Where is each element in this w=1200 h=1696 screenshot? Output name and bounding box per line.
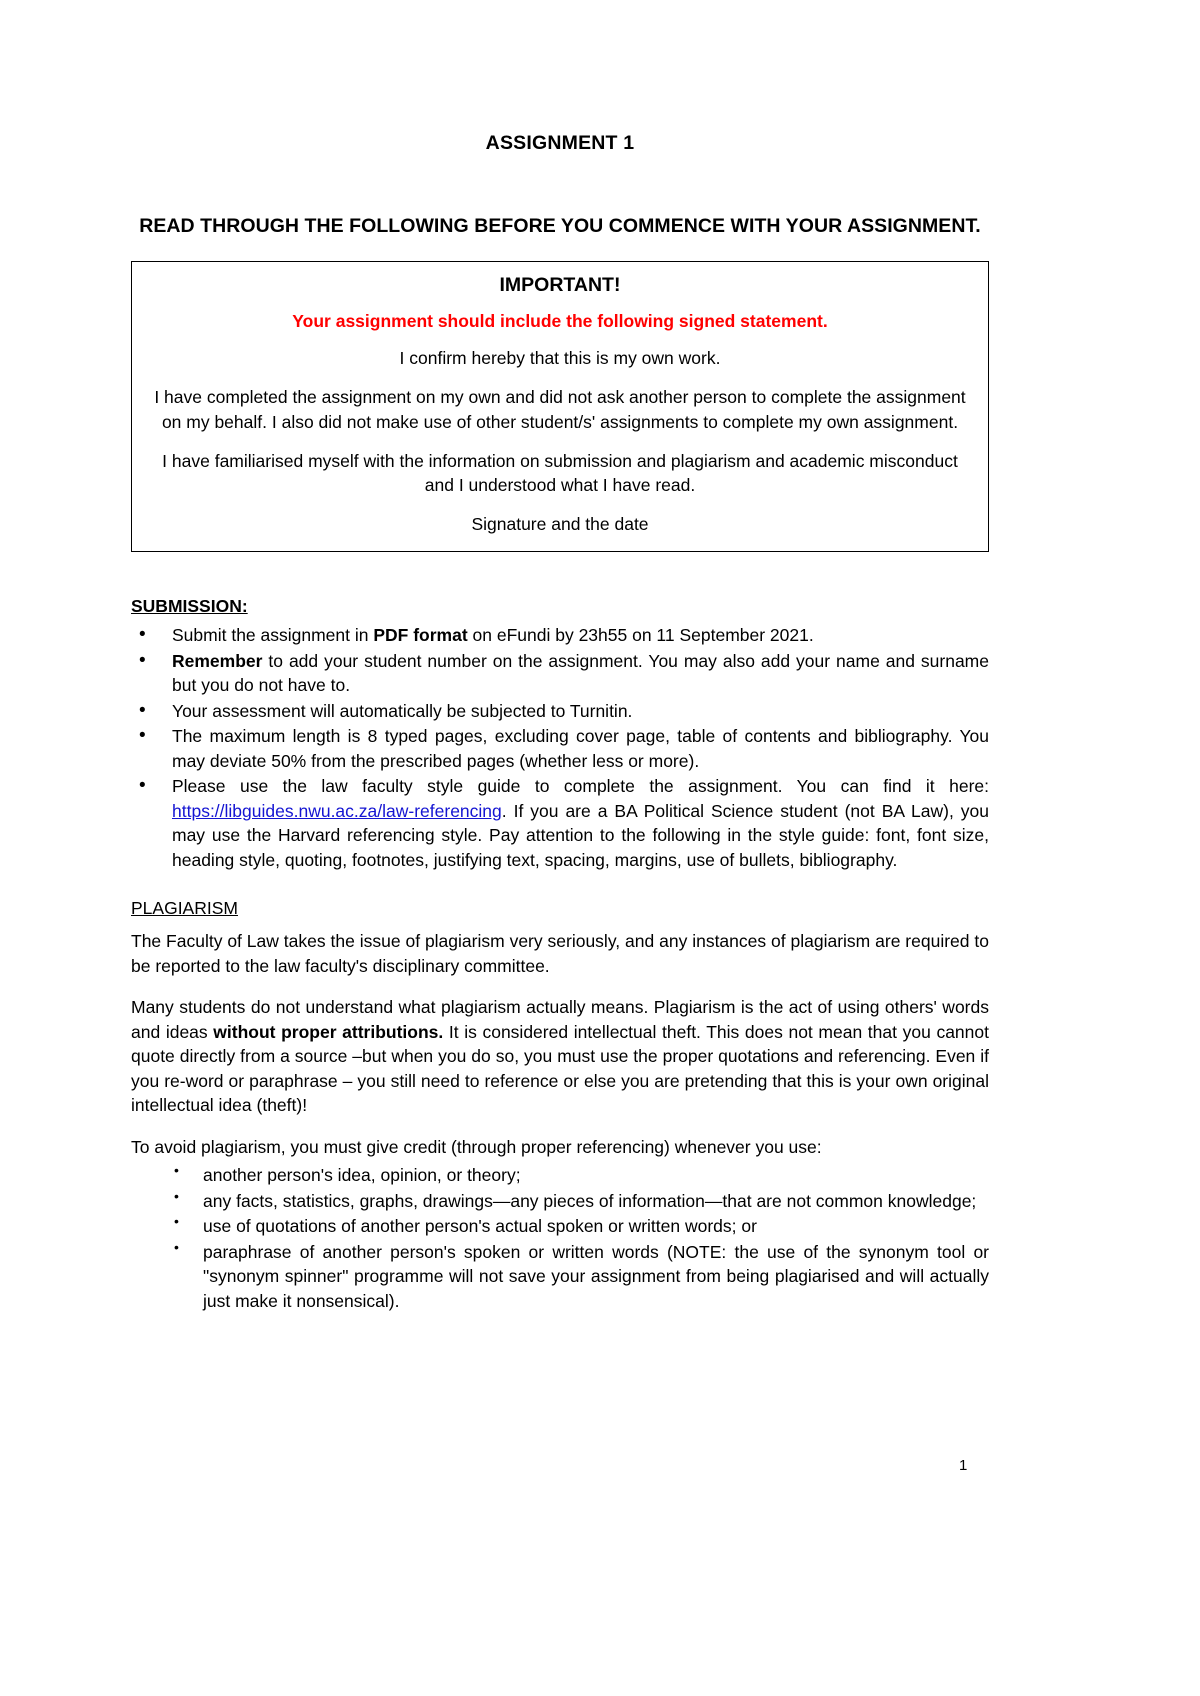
submission-bullet-list [131, 623, 989, 872]
submission-heading: SUBMISSION: [131, 596, 248, 617]
important-heading: IMPORTANT! [499, 274, 621, 297]
list-item [131, 623, 989, 648]
plagiarism-paragraph-2 [131, 995, 989, 1118]
text-run: . If you are a BA Political Science student (not BA Law), you may use the Harvard referencing style. Pay attention to the following in the style guide: font, font size, heading style, quoting, footnotes, justifying text, spacing, margins, use of bullets, bibliography. [172, 800, 989, 870]
important-notice-box [131, 261, 989, 552]
list-item [131, 699, 989, 724]
declaration-statement-2: I have completed the assignment on my own and did not ask another person to complete the assignment on my behalf. I also did not make use of other student/s' assignments to complete my own assignment. [154, 386, 966, 432]
text-run: Many students do not understand what plagiarism actually means. Plagiarism is the act of using others' words and ideas [131, 997, 989, 1042]
document-subtitle: READ THROUGH THE FOLLOWING BEFORE YOU COMMENCE WITH YOUR ASSIGNMENT. [139, 215, 981, 238]
declaration-statement-3: I have familiarised myself with the information on submission and plagiarism and academic misconduct and I understood what I have read. [162, 450, 958, 496]
bold-text: without proper attributions. [213, 1021, 444, 1042]
text-run: Please use the law faculty style guide to complete the assignment. You can find it here: [172, 776, 989, 797]
plagiarism-heading: PLAGIARISM [131, 898, 238, 919]
text-run: It is considered intellectual theft. This does not mean that you cannot quote directly from a source –but when you do so, you must use the proper quotations and referencing. Even if you re-word or paraphrase – you still need to reference or else you are pretending that this is your own original intellectual idea (theft)! [131, 1021, 989, 1116]
declaration-statement-1: I confirm hereby that this is my own work. [399, 348, 721, 369]
text-run: The maximum length is 8 typed pages, excluding cover page, table of contents and bibliography. You may deviate 50% from the prescribed pages (whether less or more). [172, 726, 989, 771]
list-item: • any facts, statistics, graphs, drawings—any pieces of information—that are not common knowledge; [131, 1189, 989, 1214]
bold-text: PDF format [373, 625, 468, 646]
bold-text: Remember [172, 650, 263, 671]
text-run: to add your student number on the assignment. You may also add your name and surname but you do not have to. [172, 650, 989, 696]
plagiarism-bullet-list [131, 1163, 989, 1313]
list-item: • another person's idea, opinion, or theory; [131, 1163, 989, 1188]
style-guide-link[interactable]: https://libguides.nwu.ac.za/law-referencing [172, 800, 502, 821]
list-item: • use of quotations of another person's actual spoken or written words; or [131, 1214, 989, 1239]
page-number: 1 [959, 1457, 968, 1474]
text-run: Your assessment will automatically be subjected to Turnitin. [172, 700, 633, 721]
list-item [131, 724, 989, 773]
list-item: • paraphrase of another person's spoken or written words (NOTE: the use of the synonym tool or "synonym spinner" programme will not save your assignment from being plagiarised and will actually just make it nonsensical). [131, 1240, 989, 1314]
text-run: Submit the assignment in [172, 625, 374, 646]
avoid-plagiarism-intro: To avoid plagiarism, you must give credit (through proper referencing) whenever you use: [131, 1136, 822, 1157]
plagiarism-paragraph-1: The Faculty of Law takes the issue of plagiarism very seriously, and any instances of plagiarism are required to be reported to the law faculty's disciplinary committee. [131, 931, 989, 976]
signature-and-date-label: Signature and the date [471, 514, 649, 535]
page-content [131, 0, 989, 1314]
page-title: ASSIGNMENT 1 [485, 132, 635, 154]
list-item [131, 649, 989, 698]
text-run: on eFundi by 23h55 on 11 September 2021. [467, 625, 814, 646]
list-item [131, 774, 989, 872]
signed-statement-warning: Your assignment should include the following signed statement. [292, 311, 828, 332]
